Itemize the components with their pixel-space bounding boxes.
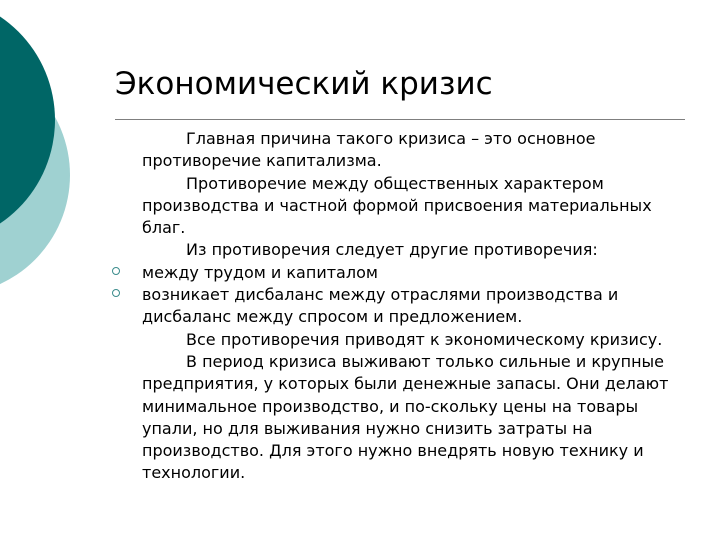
slide-body (112, 128, 692, 485)
hollow-circle-bullet-icon (112, 289, 120, 297)
body-paragraph (112, 239, 692, 261)
body-paragraph (112, 173, 692, 240)
hollow-circle-bullet-icon (112, 267, 120, 275)
bullet-item (112, 262, 692, 284)
decorative-circles (0, 0, 80, 300)
paragraph-text: Главная причина такого кризиса – это основное противоречие капитализма. (142, 129, 596, 171)
paragraph-text: возникает дисбаланс между отраслями производства и дисбаланс между спросом и предложением. (142, 285, 619, 327)
paragraph-text: В период кризиса выживают только сильные и крупные предприятия, у которых были денежные запасы. Они делают минимальное производство, и по-скольку цены на товары упали, но для выживания нужно снизить затраты на производство. Для этого нужно внедрять новую технику и технологии. (142, 351, 669, 483)
body-paragraph (112, 329, 692, 351)
body-paragraph (112, 128, 692, 173)
body-paragraph (112, 351, 692, 485)
bullet-item (112, 284, 692, 329)
paragraph-text: Из противоречия следует другие противоречия: (186, 240, 598, 260)
title-divider (115, 119, 685, 120)
slide-title: Экономический кризис (115, 66, 493, 102)
paragraph-text: между трудом и капиталом (142, 262, 378, 282)
paragraph-text: Все противоречия приводят к экономическому кризису. (186, 329, 663, 349)
paragraph-text: Противоречие между общественных характером производства и частной формой присвоения материальных благ. (142, 173, 652, 238)
